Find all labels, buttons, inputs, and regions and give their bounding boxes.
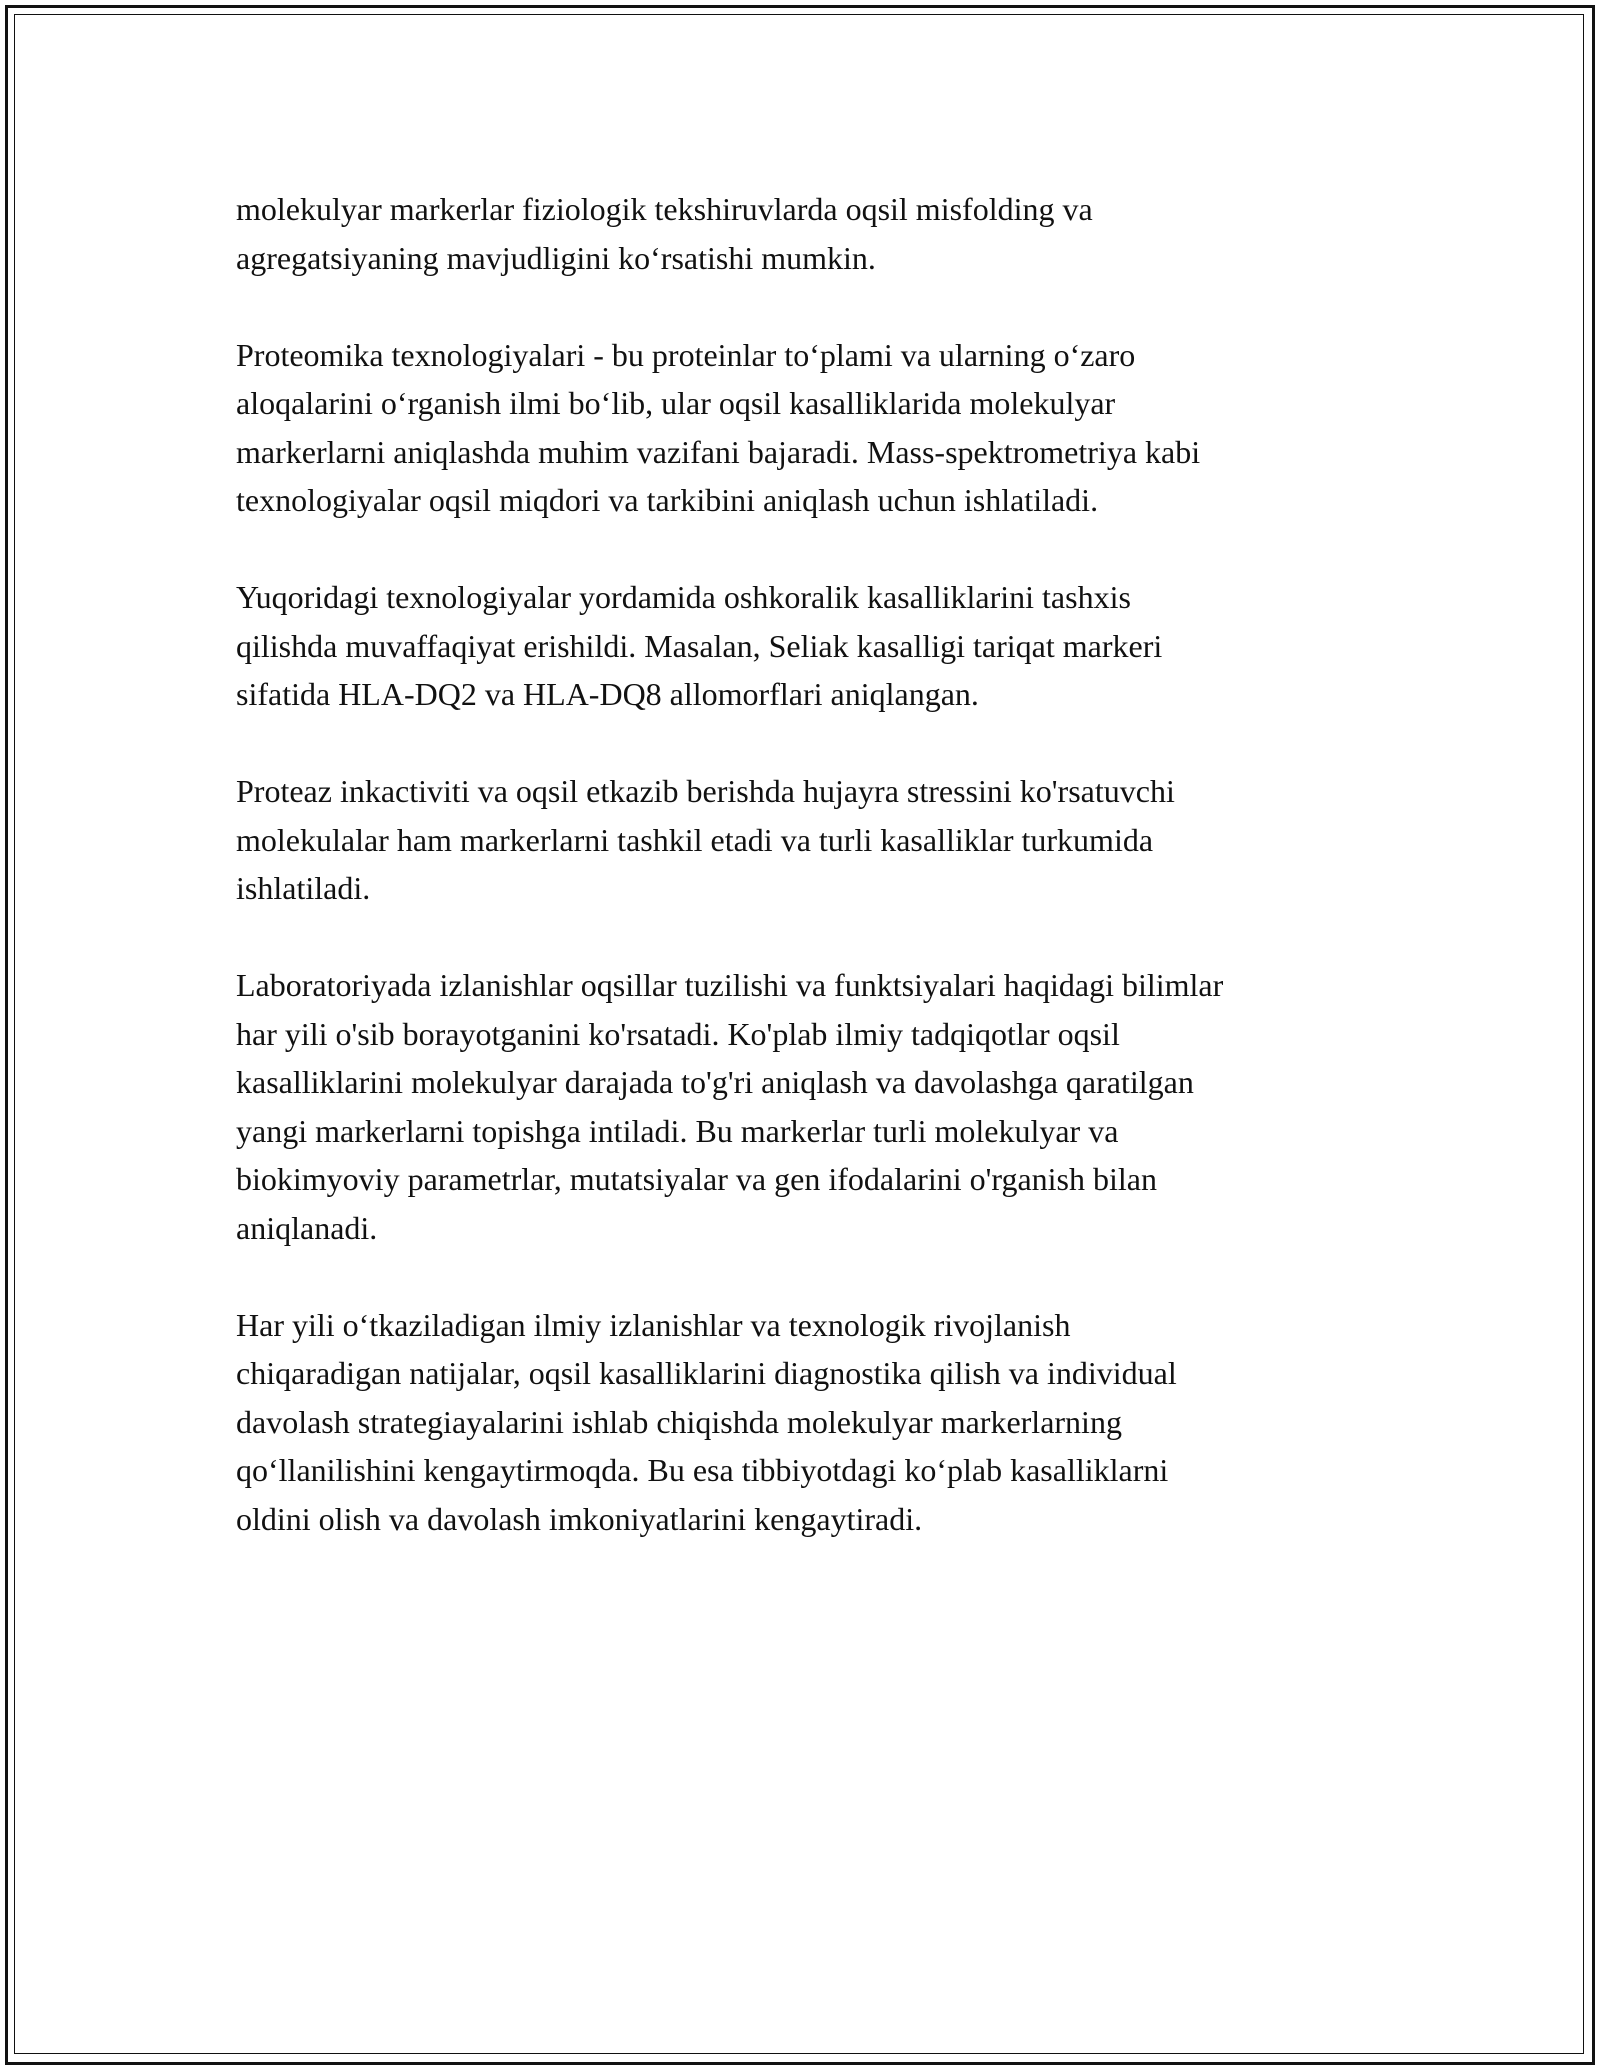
paragraph-4: Proteaz inkactiviti va oqsil etkazib berishda hujayra stressini ko'rsatuvchi molekulalar ham markerlarni tashkil etadi va turli kasalliklar turkumida ishlatiladi. [236,773,1175,906]
paragraph-2: Proteomika texnologiyalari - bu proteinlar toʻplami va ularning oʻzaro aloqalarini oʻrganish ilmi boʻlib, ular oqsil kasalliklarida molekulyar markerlarni aniqlashda muhim vazifani bajaradi. Mass-spektrometriya kabi texnologiyalar oqsil miqdori va tarkibini aniqlash uchun ishlatiladi. [236,336,1201,518]
paragraph-3: Yuqoridagi texnologiyalar yordamida oshkoralik kasalliklarini tashxis qilishda muvaffaqiyat erishildi. Masalan, Seliak kasalligi tariqat markeri sifatida HLA-DQ2 va HLA-DQ8 allomorflari aniqlangan. [236,579,1163,712]
document-body [236,185,1386,1543]
paragraph-6: Har yili oʻtkaziladigan ilmiy izlanishlar va texnologik rivojlanish chiqaradigan natijalar, oqsil kasalliklarini diagnostika qilish va individual davolash strategiayalarini ishlab chiqishda molekulyar markerlarning qoʻllanilishini kengaytirmoqda. Bu esa tibbiyotdagi koʻplab kasalliklarni oldini olish va davolash imkoniyatlarini kengaytiradi. [236,1306,1177,1537]
paragraph-5: Laboratoriyada izlanishlar oqsillar tuzilishi va funktsiyalari haqidagi bilimlar har yili o'sib borayotganini ko'rsatadi. Ko'plab ilmiy tadqiqotlar oqsil kasalliklarini molekulyar darajada to'g'ri aniqlash va davolashga qaratilgan yangi markerlarni topishga intiladi. Bu markerlar turli molekulyar va biokimyoviy parametrlar, mutatsiyalar va gen ifodalarini o'rganish bilan aniqlanadi. [236,967,1224,1246]
paragraph-1: molekulyar markerlar fiziologik tekshiruvlarda oqsil misfolding va agregatsiyaning mavjudligini koʻrsatishi mumkin. [236,191,1093,276]
